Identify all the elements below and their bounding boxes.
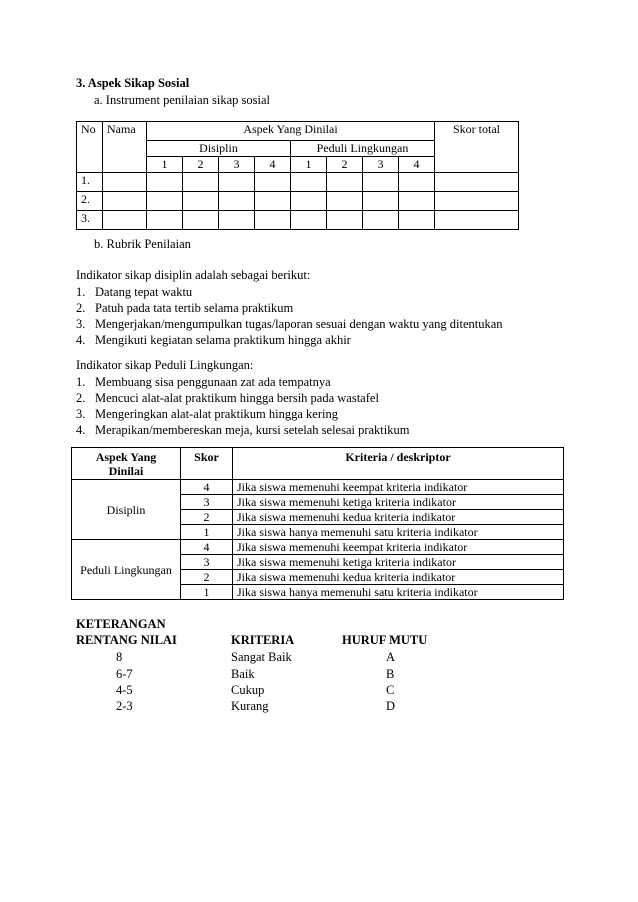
score-header: 4 xyxy=(255,157,291,173)
header-kriteria: Kriteria / deskriptor xyxy=(233,448,564,480)
keterangan-title: KETERANGAN xyxy=(76,617,166,631)
table-row xyxy=(72,480,564,495)
kriteria-value: Kurang xyxy=(231,699,269,713)
rentang-value: 4-5 xyxy=(116,683,133,697)
skor-cell: 2 xyxy=(181,510,233,525)
skor-cell: 4 xyxy=(181,540,233,555)
section-heading: 3. Aspek Sikap Sosial xyxy=(76,76,190,90)
col-rentang-nilai: RENTANG NILAI xyxy=(76,633,177,647)
row-number: 1. xyxy=(77,173,103,192)
aspect-peduli: Peduli Lingkungan xyxy=(72,540,181,600)
rentang-value: 2-3 xyxy=(116,699,133,713)
col-huruf-mutu: HURUF MUTU xyxy=(342,633,428,647)
skor-cell: 3 xyxy=(181,495,233,510)
header-skor: Skor xyxy=(181,448,233,480)
skor-cell: 3 xyxy=(181,555,233,570)
header-skor-total: Skor total xyxy=(435,122,519,173)
score-header: 1 xyxy=(147,157,183,173)
rentang-value: 6-7 xyxy=(116,667,133,681)
disiplin-intro: Indikator sikap disiplin adalah sebagai berikut: xyxy=(76,268,311,282)
list-item: 3. Mengerjakan/mengumpulkan tugas/laporan sesuai dengan waktu yang ditentukan xyxy=(76,317,503,331)
score-header: 2 xyxy=(327,157,363,173)
list-item: 2. Patuh pada tata tertib selama praktikum xyxy=(76,301,294,315)
header-aspek: Aspek Yang Dinilai xyxy=(147,122,435,141)
score-header: 3 xyxy=(363,157,399,173)
rentang-value: 8 xyxy=(116,650,123,664)
kriteria-cell: Jika siswa memenuhi kedua kriteria indikator xyxy=(233,510,564,525)
kriteria-value: Sangat Baik xyxy=(231,650,292,664)
kriteria-cell: Jika siswa hanya memenuhi satu kriteria indikator xyxy=(233,585,564,600)
row-number: 3. xyxy=(77,211,103,230)
list-item: 3. Mengeringkan alat-alat praktikum hingga kering xyxy=(76,407,338,421)
score-header: 2 xyxy=(183,157,219,173)
row-number: 2. xyxy=(77,192,103,211)
kriteria-cell: Jika siswa memenuhi ketiga kriteria indikator xyxy=(233,555,564,570)
kriteria-cell: Jika siswa memenuhi kedua kriteria indikator xyxy=(233,570,564,585)
header-aspek-dinilai: Aspek Yang Dinilai xyxy=(72,448,181,480)
header-no: No xyxy=(77,122,103,173)
list-item: 1. Datang tepat waktu xyxy=(76,285,193,299)
huruf-value: C xyxy=(386,683,395,697)
table-row xyxy=(77,173,519,192)
list-item: 1. Membuang sisa penggunaan zat ada tempatnya xyxy=(76,375,331,389)
list-item: 4. Mengikuti kegiatan selama praktikum hingga akhir xyxy=(76,333,351,347)
header-disiplin: Disiplin xyxy=(147,141,291,157)
kriteria-value: Baik xyxy=(231,667,255,681)
table-row xyxy=(77,192,519,211)
header-peduli: Peduli Lingkungan xyxy=(291,141,435,157)
score-header: 3 xyxy=(219,157,255,173)
score-header: 4 xyxy=(399,157,435,173)
huruf-value: A xyxy=(386,650,396,664)
kriteria-value: Cukup xyxy=(231,683,265,697)
instrument-table xyxy=(76,121,519,230)
skor-cell: 1 xyxy=(181,585,233,600)
subheading-a: a. Instrument penilaian sikap sosial xyxy=(94,93,271,107)
rubric-table xyxy=(71,447,564,600)
kriteria-cell: Jika siswa memenuhi ketiga kriteria indikator xyxy=(233,495,564,510)
huruf-value: D xyxy=(386,699,396,713)
kriteria-cell: Jika siswa memenuhi keempat kriteria indikator xyxy=(233,480,564,495)
kriteria-cell: Jika siswa hanya memenuhi satu kriteria indikator xyxy=(233,525,564,540)
table-row xyxy=(77,211,519,230)
score-header: 1 xyxy=(291,157,327,173)
list-item: 2. Mencuci alat-alat praktikum hingga bersih pada wastafel xyxy=(76,391,379,405)
aspect-disiplin: Disiplin xyxy=(72,480,181,540)
huruf-value: B xyxy=(386,667,395,681)
disiplin-list xyxy=(76,284,503,348)
skor-cell: 2 xyxy=(181,570,233,585)
kriteria-cell: Jika siswa memenuhi keempat kriteria indikator xyxy=(233,540,564,555)
peduli-intro: Indikator sikap Peduli Lingkungan: xyxy=(76,358,254,372)
peduli-list xyxy=(76,374,409,438)
header-nama: Nama xyxy=(103,122,147,173)
subheading-b: b. Rubrik Penilaian xyxy=(94,237,191,251)
col-kriteria: KRITERIA xyxy=(231,633,295,647)
list-item: 4. Merapikan/membereskan meja, kursi setelah selesai praktikum xyxy=(76,423,410,437)
skor-cell: 4 xyxy=(181,480,233,495)
skor-cell: 1 xyxy=(181,525,233,540)
table-row xyxy=(72,540,564,555)
